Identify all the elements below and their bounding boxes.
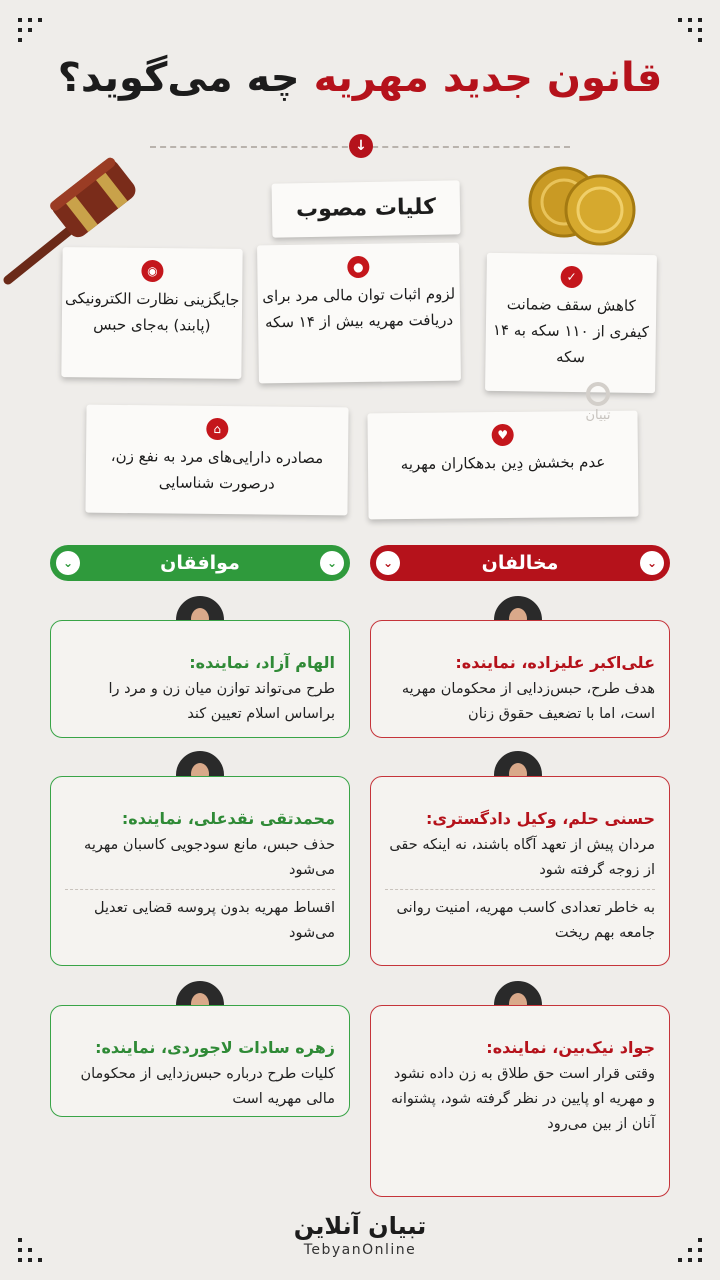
approved-item-text: مصادره دارایی‌های مرد به نفع زن، درصورت شناسایی <box>110 446 324 493</box>
opponents-label: مخالفان <box>481 552 559 574</box>
chevron-down-icon: ⌄ <box>56 551 80 575</box>
supporter-name: محمدتقی نقدعلی، نماینده: <box>121 809 335 828</box>
approved-item-5 <box>85 405 348 516</box>
supporter-statement: اقساط مهریه بدون پروسه قضایی تعدیل می‌شود <box>94 900 335 941</box>
logo-english: TebyanOnline <box>303 1242 417 1258</box>
supporter-card-1 <box>50 620 350 738</box>
approved-item-text: لزوم اثبات توان مالی مرد برای دریافت مهریه بیش از ۱۴ سکه <box>262 284 456 332</box>
title-dark-part: چه می‌گوید؟ <box>57 55 300 101</box>
opponent-card-3 <box>370 1005 670 1197</box>
coins-icon: ● <box>347 256 369 278</box>
opponent-statement: مردان پیش از تعهد آگاه باشند، نه اینکه حقی از زوجه گرفته شود <box>389 837 655 878</box>
corner-dots-top-left <box>18 18 42 42</box>
opponent-card-1 <box>370 620 670 738</box>
opponents-header <box>370 545 670 581</box>
eye-icon: ◉ <box>141 260 163 282</box>
watermark-logo-icon <box>586 382 610 406</box>
supporters-label: موافقان <box>160 552 240 574</box>
footer-logo <box>260 1212 460 1258</box>
supporter-statement: طرح می‌تواند توازن میان زن و مرد را براساس اسلام تعیین کند <box>108 681 335 722</box>
title-red-part: قانون جدید مهریه <box>313 55 663 101</box>
check-badge-icon: ✓ <box>560 266 582 288</box>
opponent-statement: هدف طرح، حبس‌زدایی از محکومان مهریه است، اما با تضعیف حقوق زنان <box>401 681 655 722</box>
heart-hand-icon: ♥ <box>492 424 514 446</box>
opponent-card-2 <box>370 776 670 966</box>
statement-divider <box>385 889 655 890</box>
approved-item-text: کاهش سقف ضمانت کیفری از ۱۱۰ سکه به ۱۴ سکه <box>492 295 649 367</box>
page-title <box>40 55 680 101</box>
asset-confiscation-icon: ⌂ <box>206 418 228 440</box>
approved-item-text: جایگزینی نظارت الکترونیکی (پابند) به‌جای حبس <box>64 289 240 335</box>
approved-item-4 <box>367 411 638 520</box>
statement-divider <box>65 889 335 890</box>
supporter-name: زهره سادات لاجوردی، نماینده: <box>95 1038 335 1057</box>
supporter-card-2 <box>50 776 350 966</box>
opponent-statement: وقتی قرار است حق طلاق به زن داده نشود و مهریه او پایین در نظر گرفته شود، پشتوانه آنان از بین می‌رود <box>391 1066 655 1132</box>
supporter-name: الهام آزاد، نماینده: <box>189 653 335 672</box>
logo-persian: تبیان آنلاین <box>293 1212 427 1240</box>
chevron-down-icon: ⌄ <box>640 551 664 575</box>
chevron-down-icon: ⌄ <box>376 551 400 575</box>
approved-item-2 <box>257 243 461 384</box>
opponent-name: جواد نیک‌بین، نماینده: <box>486 1038 655 1057</box>
watermark-text: تبیان <box>585 408 611 423</box>
approved-item-1 <box>485 253 657 393</box>
corner-dots-bottom-left <box>18 1238 42 1262</box>
watermark <box>570 382 626 423</box>
arrow-down-icon: ↓ <box>349 134 373 158</box>
corner-dots-bottom-right <box>678 1238 702 1262</box>
supporters-header <box>50 545 350 581</box>
corner-dots-top-right <box>678 18 702 42</box>
gold-coins-icon <box>520 160 640 250</box>
section-heading: کلیات مصوب <box>272 180 461 237</box>
approved-item-text: عدم بخشش دِین بدهکاران مهریه <box>400 452 606 474</box>
approved-item-3 <box>61 247 242 379</box>
supporter-statement: حذف حبس، مانع سودجویی کاسبان مهریه می‌شود <box>84 837 335 878</box>
chevron-down-icon: ⌄ <box>320 551 344 575</box>
supporter-card-3 <box>50 1005 350 1117</box>
opponent-name: حسنی حلم، وکیل دادگستری: <box>425 809 655 828</box>
opponent-name: علی‌اکبر علیزاده، نماینده: <box>455 653 655 672</box>
supporter-statement: کلیات طرح درباره حبس‌زدایی از محکومان مالی مهریه است <box>80 1066 335 1107</box>
opponent-statement: به خاطر تعدادی کاسب مهریه، امنیت روانی جامعه بهم ریخت <box>396 900 655 941</box>
